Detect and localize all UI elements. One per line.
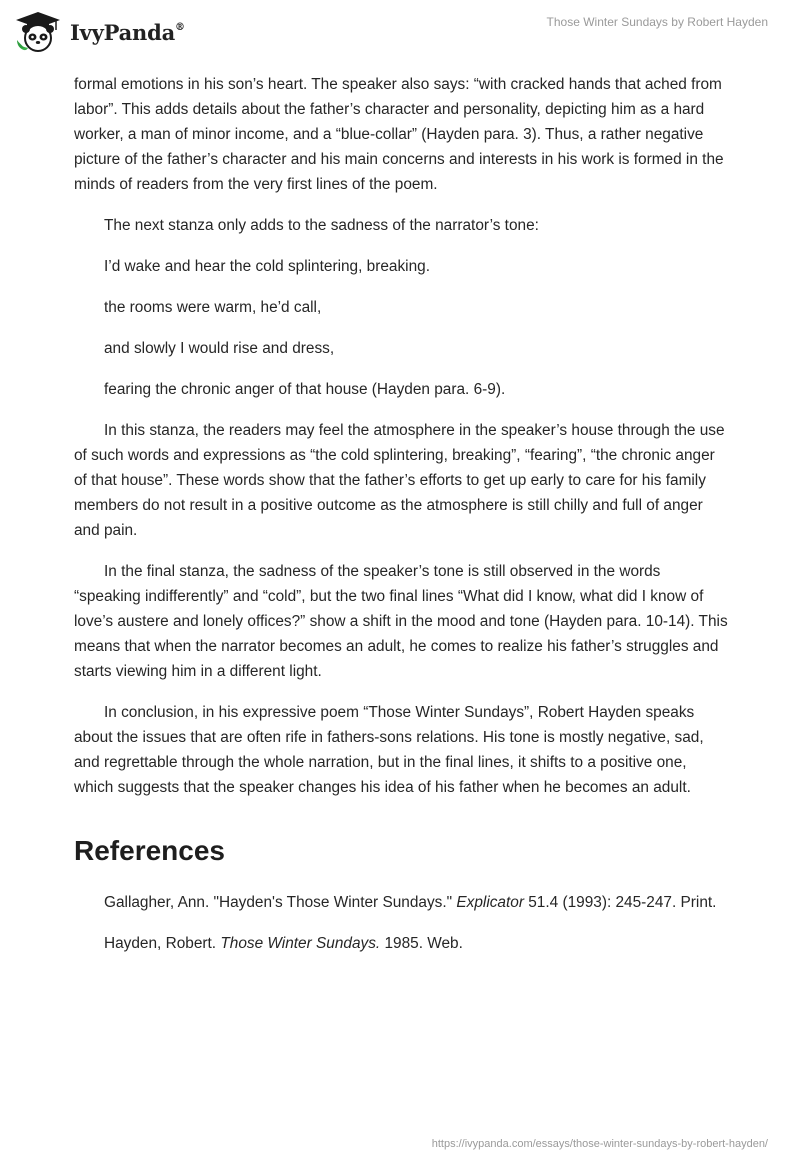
document-title: Those Winter Sundays by Robert Hayden — [546, 15, 768, 29]
reference-item: Hayden, Robert. Those Winter Sundays. 1985. Web. — [104, 935, 463, 952]
source-url[interactable]: https://ivypanda.com/essays/those-winter-sundays-by-robert-hayden/ — [431, 1138, 768, 1150]
brand-name: IvyPanda® — [70, 19, 185, 45]
reference-item: Gallagher, Ann. "Hayden's Those Winter Sundays." Explicator 51.4 (1993): 245-247. Print. — [104, 894, 717, 911]
paragraph: formal emotions in his son’s heart. The speaker also says: “with cracked hands that ached from labor”. This adds details about the father’s character and personality, depicting him as a hard worker, a man of minor income, and a “blue-collar” (Hayden para. 3). Thus, a rather negative picture of the father’s character and his main concerns and interests in his work is formed in the minds of readers from the very first lines of the poem. — [74, 76, 724, 193]
references-heading: References — [74, 835, 225, 866]
paragraph: In the final stanza, the sadness of the speaker’s tone is still observed in the words “speaking indifferently” and “cold”, but the two final lines “What did I know, what did I know of love’s austere and lonely offices?” show a shift in the mood and tone (Hayden para. 10-14). This means that when the narrator becomes an adult, he comes to realize his father’s struggles and starts viewing him in a different light. — [74, 563, 728, 680]
poem-line: I’d wake and hear the cold splintering, breaking. — [104, 258, 430, 275]
paragraph: In this stanza, the readers may feel the atmosphere in the speaker’s house through the use of such words and expressions as “the cold splintering, breaking”, “fearing”, “the chronic anger of that house”. These words show that the father’s efforts to get up early to care for his family members do not result in a positive outcome as the atmosphere is still chilly and full of anger and pain. — [74, 422, 725, 539]
paragraph: In conclusion, in his expressive poem “Those Winter Sundays”, Robert Hayden speaks about the issues that are often rife in fathers-sons relations. His tone is mostly negative, sad, and regrettable through the whole narration, but in the final lines, it shifts to a positive one, which suggests that the speaker changes his idea of his father when he becomes an adult. — [74, 704, 704, 796]
panda-graduate-icon — [14, 10, 62, 54]
poem-line: fearing the chronic anger of that house (Hayden para. 6-9). — [104, 381, 506, 398]
brand-logo[interactable] — [14, 8, 185, 56]
paragraph: The next stanza only adds to the sadness of the narrator’s tone: — [104, 217, 539, 234]
poem-line: and slowly I would rise and dress, — [104, 340, 335, 357]
page-header — [0, 0, 800, 64]
essay-body — [74, 72, 730, 972]
poem-line: the rooms were warm, he’d call, — [104, 299, 322, 316]
